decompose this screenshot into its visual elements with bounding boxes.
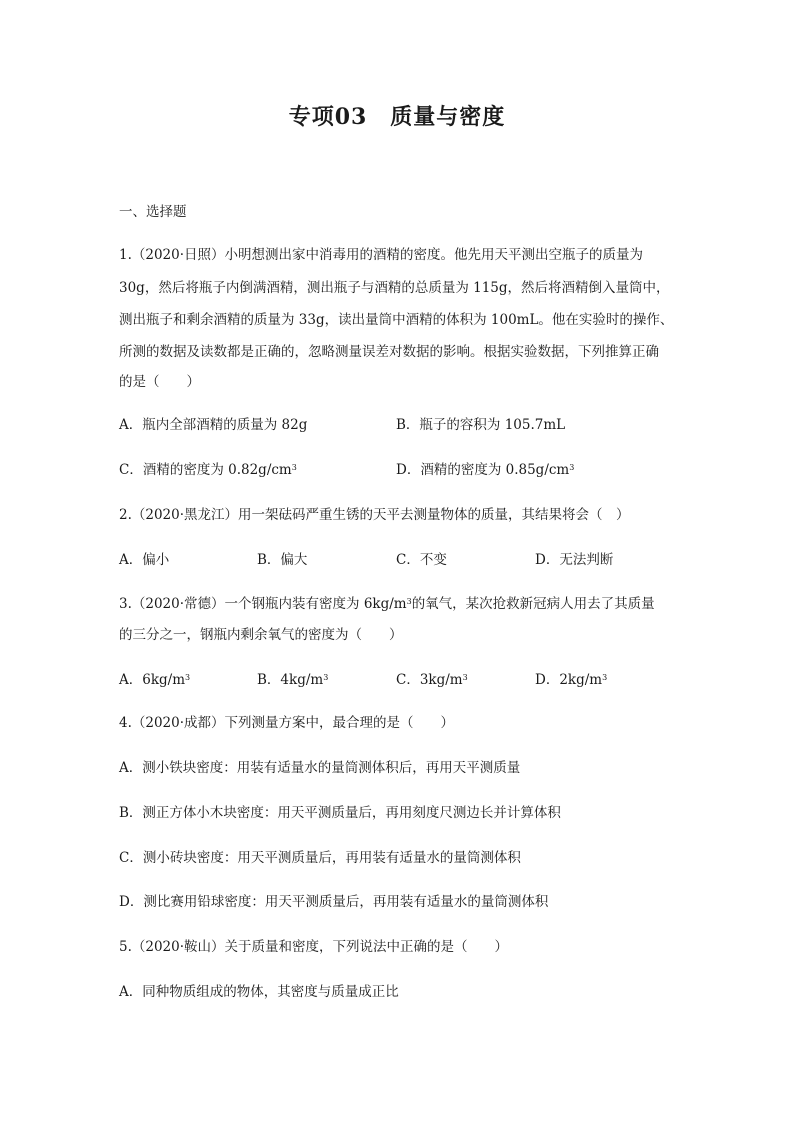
q1-line-5: 的是（ ） — [119, 374, 200, 390]
q1-line-3: 测出瓶子和剩余酒精的质量为 33g，读出量筒中酒精的体积为 100mL。他在实验时的操作、 — [119, 312, 674, 328]
q4-option-b: B．测正方体小木块密度：用天平测质量后，再用刻度尺测边长并计算体积 — [119, 805, 561, 821]
q4-option-c: C．测小砖块密度：用天平测质量后，再用装有适量水的量筒测体积 — [119, 850, 521, 866]
q3-line-1: 3.（2020·常德）一个钢瓶内装有密度为 $6kg/m^3$的氧气，某次抢救新冠病人用去了其质量 — [119, 596, 655, 612]
q2-option-b: B．偏大 — [257, 552, 308, 568]
q4-line: 4.（2020·成都）下列测量方案中，最合理的是（ ） — [119, 715, 455, 731]
q4-option-d: D．测比赛用铅球密度：用天平测质量后，再用装有适量水的量筒测体积 — [119, 894, 549, 910]
page-title: 专项03 质量与密度 — [288, 104, 506, 130]
q1-option-a: A．瓶内全部酒精的质量为 82g — [119, 417, 308, 433]
q3-option-d: D．$2kg/m^3$ — [535, 672, 608, 688]
q2-line: 2.（2020·黑龙江）用一架砝码严重生锈的天平去测量物体的质量，其结果将会（ ） — [119, 507, 630, 523]
q5-option-a: A．同种物质组成的物体，其密度与质量成正比 — [119, 984, 399, 1000]
q2-option-a: A．偏小 — [119, 552, 170, 568]
q2-option-d: D．无法判断 — [535, 552, 614, 568]
q3-option-c: C．$3kg/m^3$ — [396, 672, 468, 688]
q4-option-a: A．测小铁块密度：用装有适量水的量筒测体积后，再用天平测质量 — [119, 760, 521, 776]
q1-option-c: C．酒精的密度为 $0.82g/cm^3$ — [119, 462, 297, 478]
section-heading: 一、选择题 — [119, 204, 187, 220]
q5-line: 5.（2020·鞍山）关于质量和密度，下列说法中正确的是（ ） — [119, 939, 509, 955]
q3-option-b: B．$4kg/m^3$ — [257, 672, 329, 688]
q1-line-2: 30g，然后将瓶子内倒满酒精，测出瓶子与酒精的总质量为 115g，然后将酒精倒入量筒中， — [119, 280, 670, 296]
q3-option-a: A．$6kg/m^3$ — [119, 672, 191, 688]
q1-line-4: 所测的数据及读数都是正确的，忽略测量误差对数据的影响。根据实验数据，下列推算正确 — [119, 344, 659, 360]
q1-option-d: D．酒精的密度为 $0.85g/cm^3$ — [396, 462, 575, 478]
q2-option-c: C．不变 — [396, 552, 447, 568]
q1-option-b: B．瓶子的容积为 105.7mL — [396, 417, 566, 433]
q3-line-2: 的三分之一，钢瓶内剩余氧气的密度为（ ） — [119, 627, 403, 643]
q1-line-1: 1.（2020·日照）小明想测出家中消毒用的酒精的密度。他先用天平测出空瓶子的质量为 — [119, 247, 644, 263]
